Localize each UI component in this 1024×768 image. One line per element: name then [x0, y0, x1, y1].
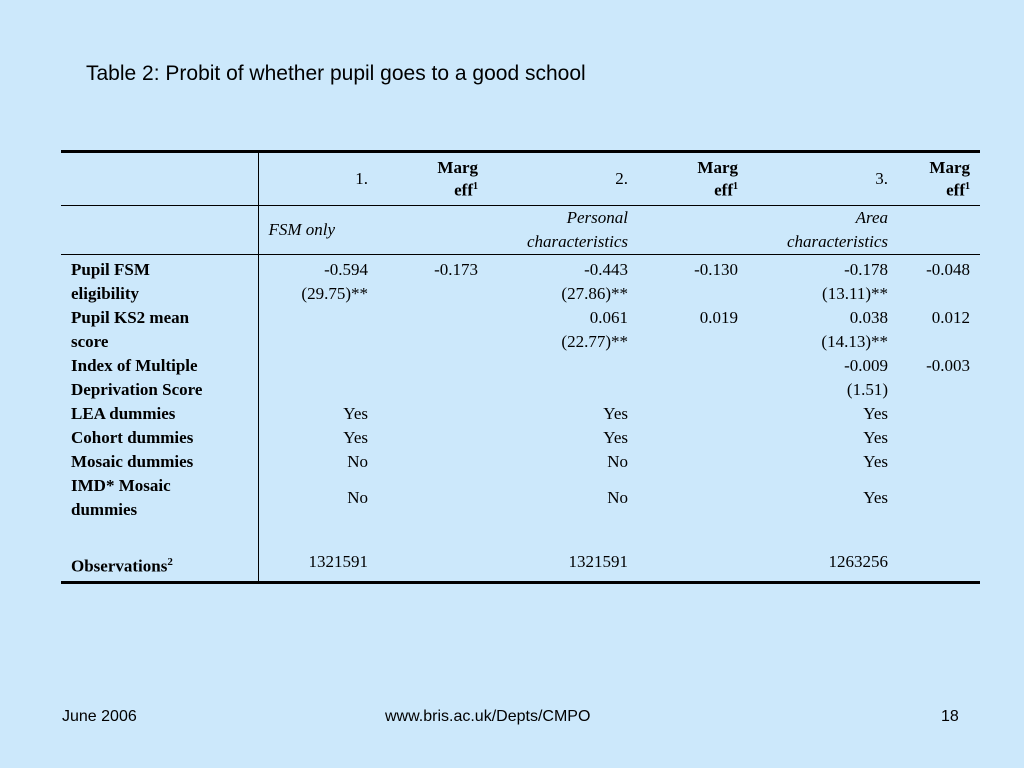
cell-value: No	[607, 488, 628, 507]
table-row	[61, 354, 980, 402]
probit-table	[61, 150, 980, 584]
cell-value: Yes	[603, 428, 628, 447]
cell-value: 1321591	[258, 546, 378, 582]
header-row	[61, 152, 980, 206]
subheader-row	[61, 206, 980, 255]
row-label: Cohort dummies	[61, 426, 258, 450]
subheader-col2: Personal characteristics	[488, 206, 638, 255]
cell-value: Yes	[603, 404, 628, 423]
cell-coef: -0.594 (29.75)**	[301, 260, 368, 303]
footer-page-number: 18	[941, 708, 959, 725]
subheader-empty-cell	[61, 206, 258, 255]
cell-marg: -0.048	[926, 260, 970, 279]
header-col1: 1.	[258, 152, 378, 206]
cell-value: No	[607, 452, 628, 471]
table-row	[61, 306, 980, 354]
cell-value: Yes	[863, 452, 888, 471]
row-label: IMD* Mosaic dummies	[61, 474, 258, 546]
cell-coef: 0.038 (14.13)**	[821, 308, 888, 351]
header-col3: 3.	[748, 152, 898, 206]
cell-value: Yes	[863, 404, 888, 423]
cell-value: 1321591	[488, 546, 638, 582]
cell-marg: -0.003	[926, 356, 970, 375]
row-label: Observations$^2$	[61, 546, 258, 582]
cell-coef: -0.178 (13.11)**	[822, 260, 888, 303]
header-empty-cell	[61, 152, 258, 206]
table-row	[61, 450, 980, 474]
cell-marg: -0.130	[694, 260, 738, 279]
cell-value: Yes	[863, 428, 888, 447]
subheader-col3: Area characteristics	[748, 206, 898, 255]
cell-value: No	[347, 488, 368, 507]
cell-coef: -0.009 (1.51)	[844, 356, 888, 399]
table-row	[61, 426, 980, 450]
footer-date: June 2006	[62, 708, 137, 725]
table-row	[61, 474, 980, 546]
cell-value: No	[347, 452, 368, 471]
slide-title: Table 2: Probit of whether pupil goes to a good school	[86, 62, 586, 85]
row-label: Mosaic dummies	[61, 450, 258, 474]
cell-value: Yes	[343, 404, 368, 423]
observations-row	[61, 546, 980, 582]
cell-value: Yes	[863, 488, 888, 507]
table-row	[61, 402, 980, 426]
cell-marg: 0.019	[699, 308, 738, 327]
footer-url: www.bris.ac.uk/Depts/CMPO	[385, 708, 591, 725]
row-label: Index of Multiple Deprivation Score	[61, 354, 258, 402]
cell-coef: -0.443 (27.86)**	[561, 260, 628, 303]
subheader-col1: FSM only	[258, 206, 378, 255]
cell-marg: -0.173	[434, 260, 478, 279]
cell-coef: 0.061 (22.77)**	[561, 308, 628, 351]
cell-marg: 0.012	[931, 308, 970, 327]
table-row	[61, 255, 980, 307]
cell-value: 1263256	[748, 546, 898, 582]
header-marg3: Marg eff$^1$	[898, 152, 980, 206]
header-marg2: Marg eff$^1$	[638, 152, 748, 206]
header-marg1: Marg eff$^1$	[378, 152, 488, 206]
header-col2: 2.	[488, 152, 638, 206]
cell-value: Yes	[343, 428, 368, 447]
row-label: Pupil FSM eligibility	[61, 255, 258, 307]
row-label: Pupil KS2 mean score	[61, 306, 258, 354]
row-label: LEA dummies	[61, 402, 258, 426]
